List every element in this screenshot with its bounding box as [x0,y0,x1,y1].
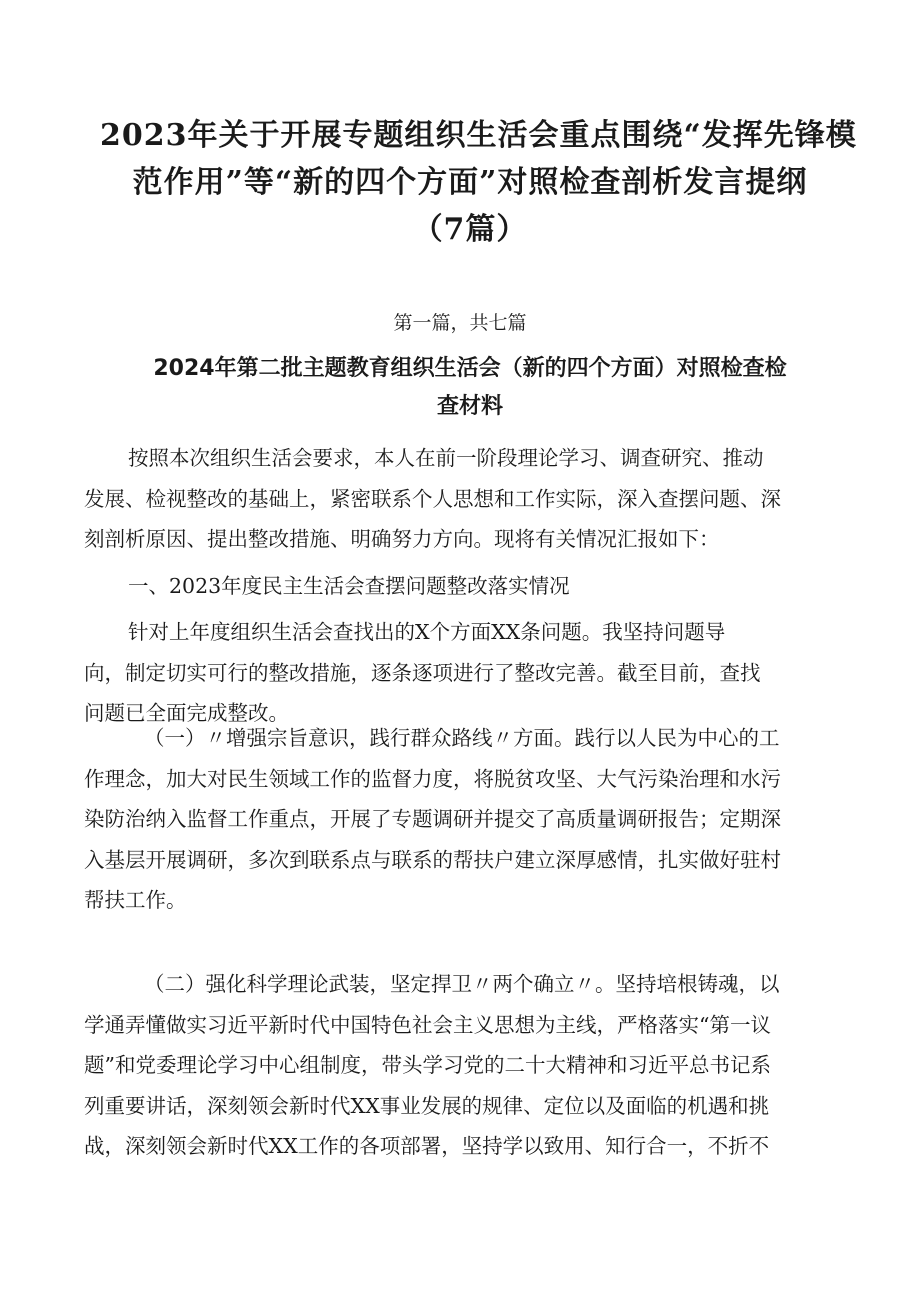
paragraph-line: 发展、检视整改的基础上，紧密联系个人思想和工作实际，深入查摆问题、深 [84,486,781,511]
paragraph-intro [84,438,854,560]
subtitle-line: 2024年第二批主题教育组织生活会（新的四个方面）对照检查检 [153,356,787,381]
paragraph-line: 入基层开展调研，多次到联系点与联系的帮扶户建立深厚感情，扎实做好驻村 [84,847,781,872]
paragraph-line: （一）〃增强宗旨意识，践行群众路线〃方面。践行以人民为中心的工 [144,726,780,750]
paragraph-line: 题”和党委理论学习中心组制度，带头学习党的二十大精神和习近平总书记系 [84,1053,771,1077]
document-title [100,112,857,253]
paragraph-item-two [84,964,854,1167]
paragraph-rectification [84,612,854,734]
paragraph-line: （二）强化科学理论武装，坚定捍卫〃两个确立〃。坚持培根铸魂，以 [144,972,780,996]
paragraph-line: 学通弄懂做实习近平新时代中国特色社会主义思想为主线，严格落实“第一议 [84,1012,771,1037]
section-subtitle [110,350,830,426]
paragraph-line: 染防治纳入监督工作重点，开展了专题调研并提交了高质量调研报告；定期深 [84,807,781,831]
paragraph-line: 按照本次组织生活会要求，本人在前一阶段理论学习、调查研究、推动 [128,446,764,470]
paragraph-line: 帮扶工作。 [84,888,187,912]
subtitle-line: 查材料 [436,394,503,419]
title-line: （7篇） [412,212,528,247]
paragraph-line: 作理念，加大对民生领域工作的监督力度，将脱贫攻坚、大气污染治理和水污 [84,766,781,791]
title-line: 范作用”等“新的四个方面”对照检查剖析发言提纲 [132,165,808,200]
paragraph-line: 刻剖析原因、提出整改措施、明确努力方向。现将有关情况汇报如下： [84,527,720,551]
paragraph-item-one [84,718,854,921]
section-heading [84,566,854,607]
part-label: 第一篇，共七篇 [393,312,527,334]
heading-line: 一、2023年度民主生活会查摆问题整改落实情况 [128,574,570,598]
paragraph-line: 战，深刻领会新时代XX工作的各项部署，坚持学以致用、知行合一，不折不 [84,1134,770,1158]
paragraph-line: 向，制定切实可行的整改措施，逐条逐项进行了整改完善。截至目前，查找 [84,660,761,685]
paragraph-line: 针对上年度组织生活会查找出的X个方面XX条问题。我坚持问题导 [128,620,726,644]
paragraph-line: 问题已全面完成整改。 [84,701,289,725]
title-line: 2023年关于开展专题组织生活会重点围绕“发挥先锋模 [100,118,857,153]
paragraph-line: 列重要讲话，深刻领会新时代XX事业发展的规律、定位以及面临的机遇和挑 [84,1093,770,1118]
